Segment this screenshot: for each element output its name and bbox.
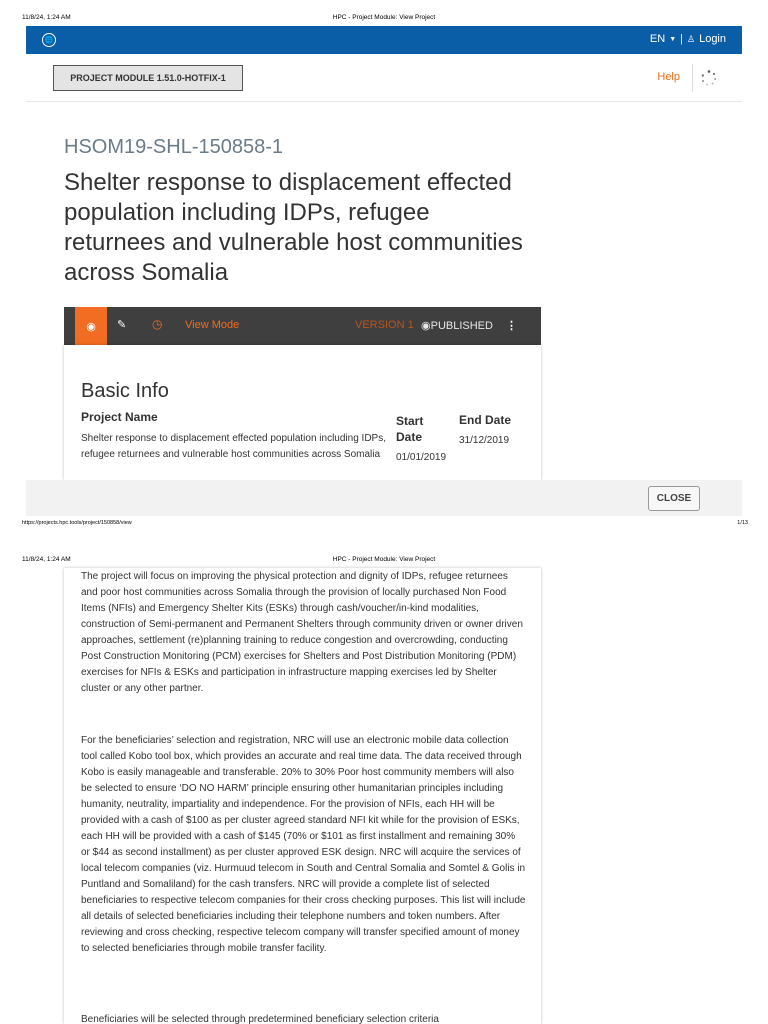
close-button[interactable]: CLOSE <box>648 486 700 511</box>
eye-icon: ◉ <box>86 320 96 333</box>
project-name-value: Shelter response to displacement effected population including IDPs, refugee returnees and vulnerable host communities across Somalia <box>81 433 387 460</box>
print-title: HPC - Project Module: View Project <box>332 14 436 21</box>
user-icon[interactable]: ♙ <box>687 33 696 44</box>
description-paragraph: The project will focus on improving the physical protection and dignity of IDPs, refugee returnees and poor host communities across Somalia through the provision of locally purchased Non Food Items (NFIs) and Emergency Shelter Kits (ESKs) through cash/voucher/in-kind modalities, construction of Semi-permanent and Permanent Shelters through community driven or owner driven approaches, settlement (re)planning training to reduce congestion and overcrowding, conducting Post Construction Monitoring (PCM) exercises for Shelters and Post Distribution Monitoring (PDM) exercises for NFIs & ESKs and participation in infrastructure mapping exercises led by Shelter cluster or any other partner. <box>81 571 523 694</box>
status-badge <box>421 319 493 332</box>
module-subbar <box>26 54 742 102</box>
eye-icon: ◉ <box>421 320 431 332</box>
more-options-icon[interactable]: ⋮ <box>506 320 517 332</box>
project-code: HSOM19-SHL-150858-1 <box>64 136 283 158</box>
print-date: 11/8/24, 1:24 AM <box>22 556 71 563</box>
project-toolbar <box>64 307 541 345</box>
description-paragraph: For the beneficiaries’ selection and registration, NRC will use an electronic mobile data collection tool called Kobo tool box, which provides an accurate and real time data. The data received through Kobo is easily manageable and transferable. 20% to 30% Poor host community members will also be selected to ensure ‘DO NO HARM’ principle ensuring other humanitarian principles including humanity, neutrality, impartiality and independence. For the provision of NFIs, each HH will be provided with a cash of $100 as per cluster agreed standard NFI kit while for the provision of ESKs, each HH will be provided with a cash of $145 (70% or $101 as first installment and remaining 30% or $44 as second installment) as per cluster approved ESK design. NRC will acquire the services of local telecom companies (viz. Hurmuud telecom in South and Central Somalia and Somtel & Golis in Puntland and Somaliland) for the cash transfers. NRC will provide a complete list of selected beneficiaries to respective telecom companies for their cross checking purposes. This list will include all details of selected beneficiaries including their telephone numbers and token numbers. After reviewing and cross checking, respective telecom company will transfer specified amount of money to selected beneficiaries through mobile transfer facility. <box>81 735 526 954</box>
topbar-separator: | <box>680 33 683 45</box>
module-version-badge[interactable]: PROJECT MODULE 1.51.0-HOTFIX-1 <box>53 65 243 91</box>
mode-label: View Mode <box>185 319 240 331</box>
history-clock-icon[interactable]: ◷ <box>152 317 163 331</box>
help-link[interactable]: Help <box>657 71 680 83</box>
print-header-page-1 <box>0 10 768 22</box>
top-navigation-bar <box>26 26 742 54</box>
spinner-icon <box>700 69 718 87</box>
topbar-right-controls <box>650 33 726 45</box>
print-title: HPC - Project Module: View Project <box>332 556 436 563</box>
status-label: PUBLISHED <box>430 320 493 332</box>
divider <box>692 64 693 92</box>
print-url: https://projects.hpc.tools/project/150858/view <box>22 520 132 526</box>
edit-pencil-icon[interactable]: ✎ <box>117 319 127 331</box>
page-title: Shelter response to displacement effected population including IDPs, refugee returnees and vulnerable host communities across Somalia <box>64 169 523 286</box>
end-date-value: 31/12/2019 <box>459 435 510 446</box>
language-selector[interactable]: EN <box>649 33 666 45</box>
view-mode-button[interactable] <box>75 307 107 345</box>
end-date-label: End Date <box>459 413 512 427</box>
print-header-page-2 <box>0 552 768 564</box>
start-date-label: Start Date <box>396 414 424 444</box>
description-paragraph: Beneficiaries will be selected through predetermined beneficiary selection criteria <box>81 1014 439 1024</box>
dialog-footer <box>26 480 742 516</box>
chevron-down-icon[interactable]: ▼ <box>669 35 677 43</box>
start-date-value: 01/01/2019 <box>396 452 447 463</box>
print-date: 11/8/24, 1:24 AM <box>22 14 71 21</box>
un-logo-icon[interactable]: 🌐 <box>42 33 56 47</box>
section-title: Basic Info <box>81 380 169 402</box>
version-label[interactable]: VERSION 1 <box>355 319 414 331</box>
login-link[interactable]: Login <box>699 33 726 45</box>
print-page-number: 1/13 <box>737 520 748 526</box>
project-name-label: Project Name <box>81 410 158 424</box>
